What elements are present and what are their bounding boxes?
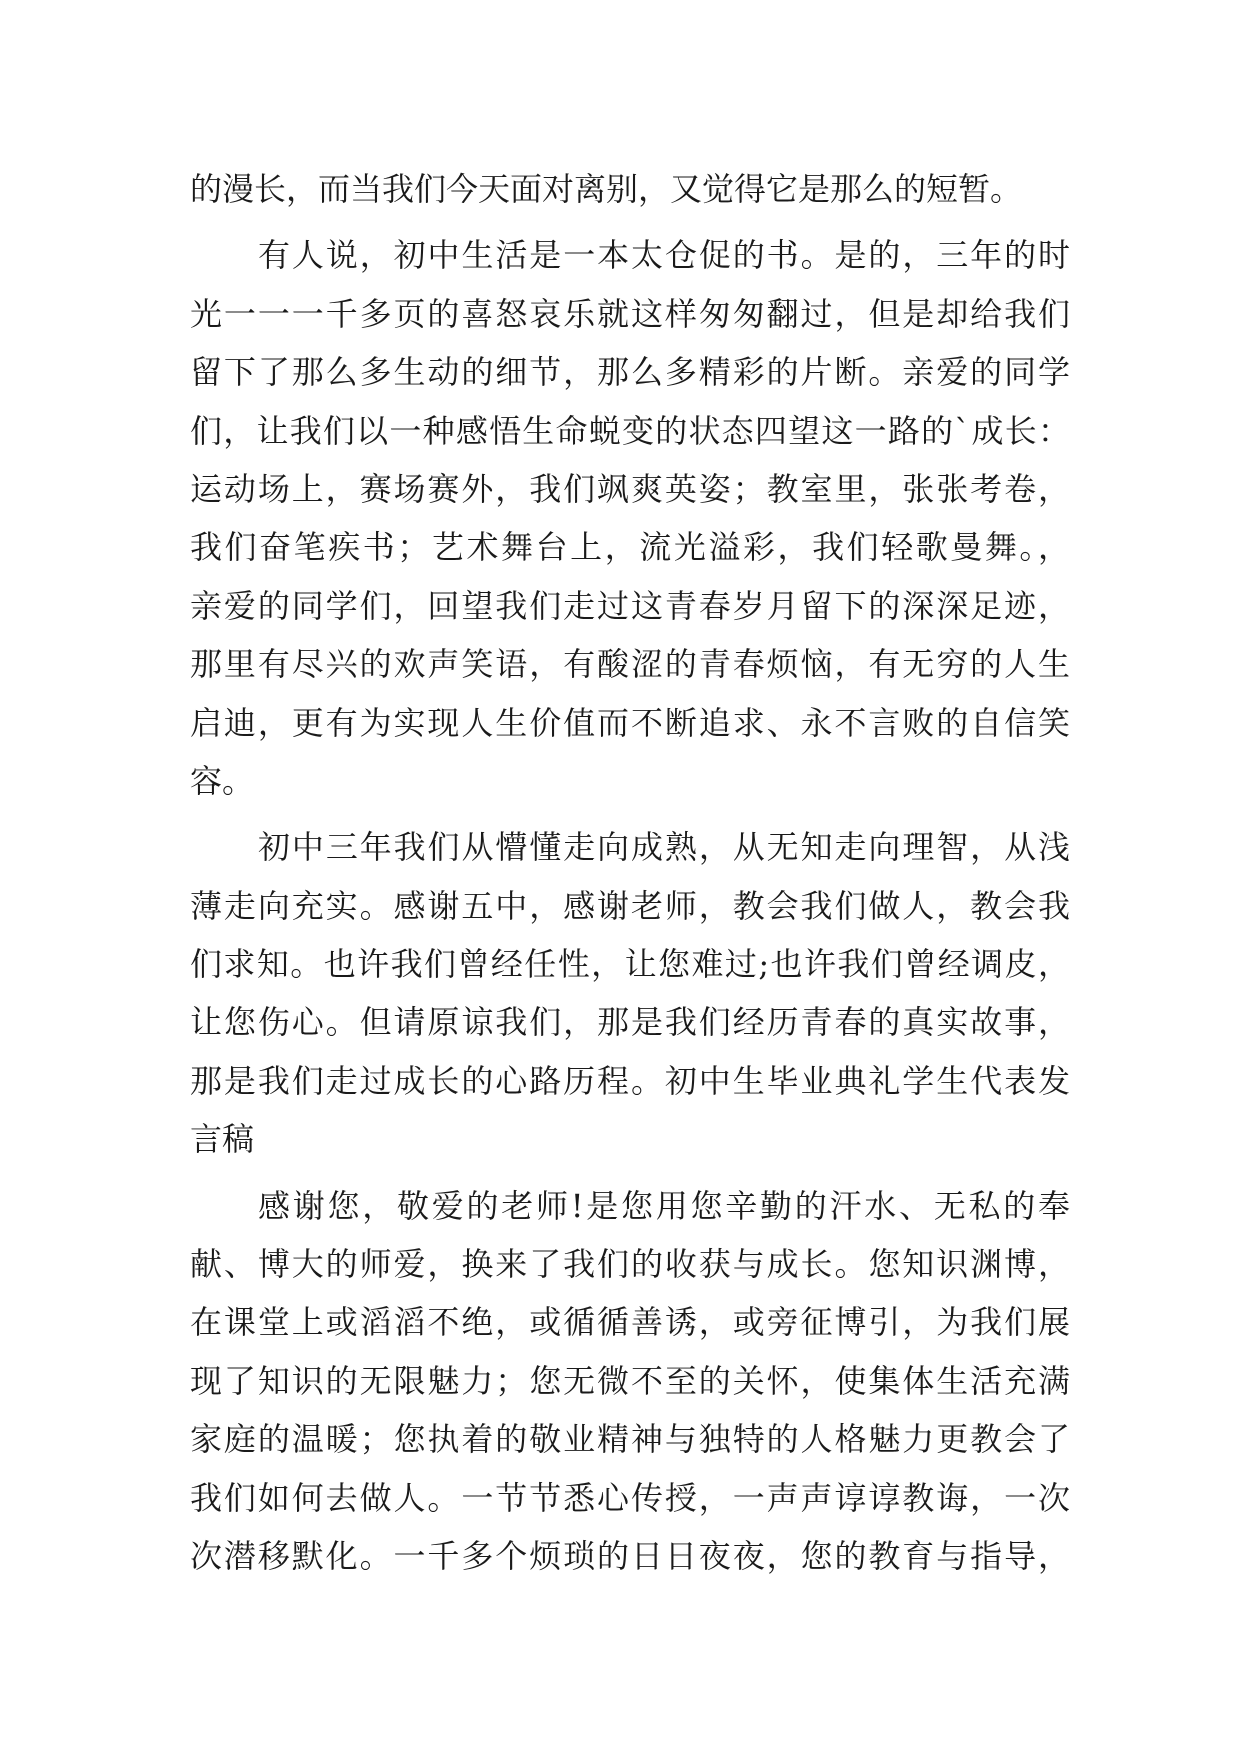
text-line: 言稿 <box>190 1120 255 1159</box>
text-line: 那里有尽兴的欢声笑语，有酸涩的青春烦恼，有无穷的人生 <box>190 645 1070 684</box>
text-line: 在课堂上或滔滔不绝，或循循善诱，或旁征博引，为我们展 <box>190 1303 1070 1342</box>
text-line: 我们如何去做人。一节节悉心传授，一声声谆谆教诲，一次 <box>190 1478 1070 1517</box>
text-line: 献、博大的师爱，换来了我们的收获与成长。您知识渊博， <box>190 1245 1070 1284</box>
paragraph-first-line: 感谢您，敬爱的老师!是您用您辛勤的汗水、无私的奉 <box>258 1186 1070 1225</box>
text-line: 们求知。也许我们曾经任性，让您难过;也许我们曾经调皮， <box>190 945 1070 984</box>
text-line: 薄走向充实。感谢五中，感谢老师，教会我们做人，教会我 <box>190 886 1070 925</box>
text-line: 容。 <box>190 761 255 800</box>
text-line: 们，让我们以一种感悟生命蜕变的状态四望这一路的`成长： <box>190 411 1070 450</box>
text-line: 我们奋笔疾书；艺术舞台上，流光溢彩，我们轻歌曼舞。， <box>190 528 1070 567</box>
text-line: 的漫长，而当我们今天面对离别，又觉得它是那么的短暂。 <box>190 170 1023 208</box>
paragraph-first-line: 有人说，初中生活是一本太仓促的书。是的，三年的时 <box>258 236 1070 275</box>
text-line: 运动场上，赛场赛外，我们飒爽英姿；教室里，张张考卷， <box>190 469 1070 508</box>
text-line: 亲爱的同学们，回望我们走过这青春岁月留下的深深足迹， <box>190 586 1070 625</box>
text-line: 次潜移默化。一千多个烦琐的日日夜夜，您的教育与指导， <box>190 1536 1070 1575</box>
document-body <box>190 160 1070 1585</box>
text-line: 那是我们走过成长的心路历程。初中生毕业典礼学生代表发 <box>190 1061 1070 1100</box>
text-line: 家庭的温暖；您执着的敬业精神与独特的人格魅力更教会了 <box>190 1420 1070 1459</box>
text-line: 让您伤心。但请原谅我们，那是我们经历青春的真实故事， <box>190 1003 1070 1042</box>
text-line: 现了知识的无限魅力；您无微不至的关怀，使集体生活充满 <box>190 1361 1070 1400</box>
text-line: 启迪，更有为实现人生价值而不断追求、永不言败的自信笑 <box>190 703 1070 742</box>
paragraph-first-line: 初中三年我们从懵懂走向成熟，从无知走向理智，从浅 <box>258 828 1070 867</box>
text-line: 留下了那么多生动的细节，那么多精彩的片断。亲爱的同学 <box>190 353 1070 392</box>
text-line: 光一一一千多页的喜怒哀乐就这样匆匆翻过，但是却给我们 <box>190 294 1070 333</box>
